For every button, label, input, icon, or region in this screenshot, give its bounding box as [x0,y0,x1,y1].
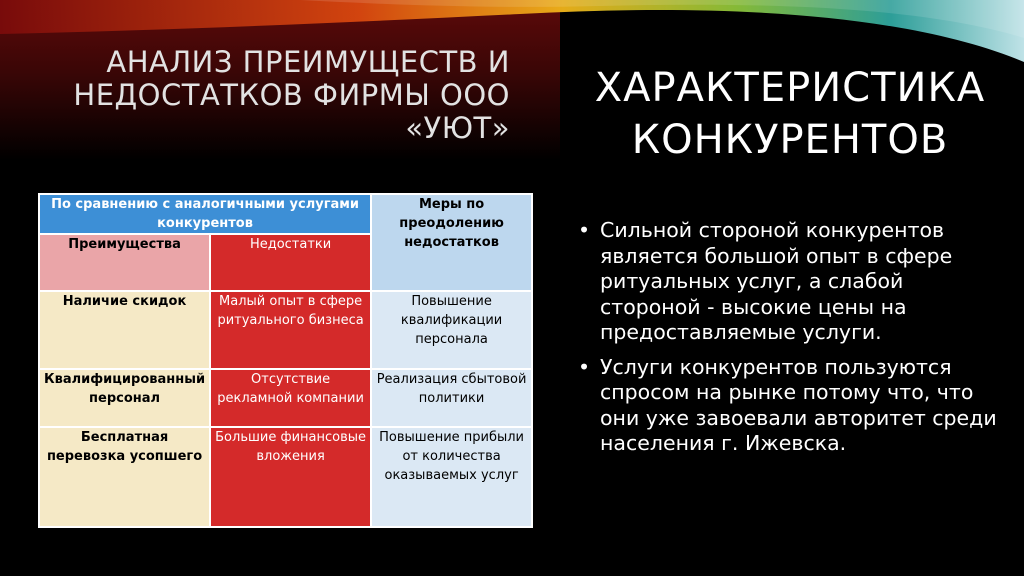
bullet-icon: • [578,354,591,379]
measure-cell: Повышение квалификации персонала [371,291,532,369]
list-item [578,355,1008,457]
page-title: АНАЛИЗ ПРЕИМУЩЕСТВ И НЕДОСТАТКОВ ФИРМЫ ООО «УЮТ» [73,45,510,145]
section-title: ХАРАКТЕРИСТИКА КОНКУРЕНТОВ [594,65,986,163]
table-row [39,369,532,427]
table-row [39,427,532,527]
advantage-cell: Квалифицированный персонал [39,369,210,427]
list-item [578,218,1008,346]
disadvantage-cell: Отсутствие рекламной компании [210,369,371,427]
measure-cell: Повышение прибыли от количества оказываемых услуг [371,427,532,527]
table-header-comparison: По сравнению с аналогичными услугами конкурентов [39,194,371,234]
table-header-measures: Меры по преодолению недостатков [371,194,532,291]
comparison-table [38,193,533,528]
competitor-bullet-list [578,218,1008,466]
bullet-text: Услуги конкурентов пользуются спросом на рынке потому что, что они уже завоевали авторитет среди населения г. Ижевска. [600,354,997,455]
table-row [39,291,532,369]
advantage-cell: Наличие скидок [39,291,210,369]
disadvantage-cell: Большие финансовые вложения [210,427,371,527]
measure-cell: Реализация сбытовой политики [371,369,532,427]
advantage-cell: Бесплатная перевозка усопшего [39,427,210,527]
bullet-icon: • [578,218,591,242]
bullet-text: Сильной стороной конкурентов является большой опыт в сфере ритуальных услуг, а слабой стороной - высокие цены на предоставляемые услуги. [600,218,953,344]
disadvantage-cell: Малый опыт в сфере ритуального бизнеса [210,291,371,369]
table-header-disadvantages: Недостатки [210,234,371,291]
table-header-advantages: Преимущества [39,234,210,291]
